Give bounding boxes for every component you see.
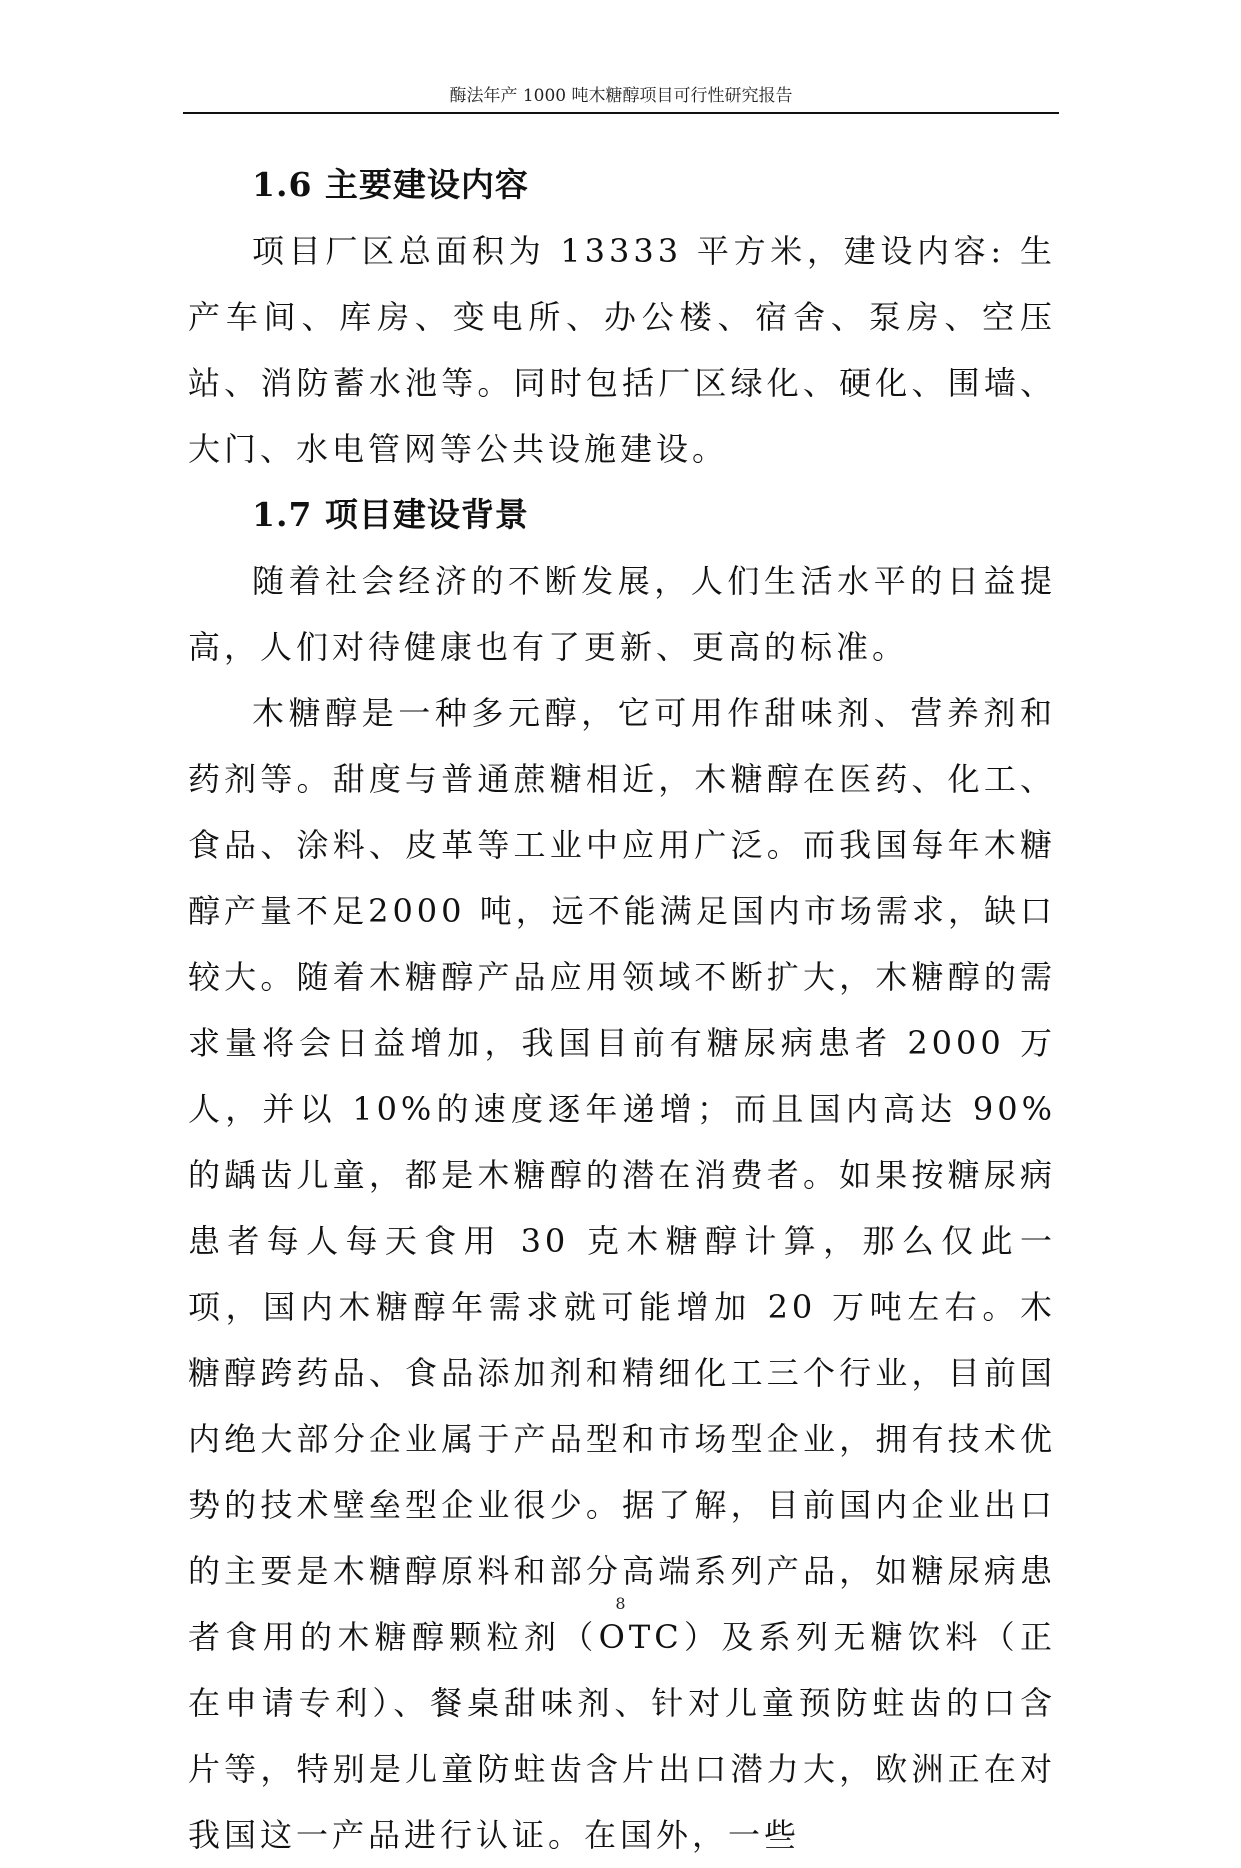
section-heading-1-7: 1.7 项目建设背景	[252, 495, 529, 534]
header-rule	[183, 112, 1059, 114]
paragraph-construction-content: 项目厂区总面积为 13333 平方米，建设内容: 生产车间、库房、变电所、办公楼、宿舍、泵房、空压站、消防蓄水池等。同时包括厂区绿化、硬化、围墙、大门、水电管网等公共设施建设。	[188, 232, 1056, 468]
running-header: 酶法年产 1000 吨木糖醇项目可行性研究报告	[449, 86, 793, 106]
section-heading-1-6: 1.6 主要建设内容	[252, 165, 529, 204]
page-number: 8	[615, 1594, 626, 1613]
paragraph-background-intro: 随着社会经济的不断发展，人们生活水平的日益提高，人们对待健康也有了更新、更高的标准。	[188, 562, 1056, 666]
paragraph-xylitol-market: 木糖醇是一种多元醇，它可用作甜味剂、营养剂和药剂等。甜度与普通蔗糖相近，木糖醇在医药、化工、食品、涂料、皮革等工业中应用广泛。而我国每年木糖醇产量不足2000 吨，远不能满足国内市场需求，缺口较大。随着木糖醇产品应用领域不断扩大，木糖醇的需求量将会日益增加，我国目前有糖尿病患者 2000 万人，并以 10%的速度逐年递增；而且国内高达 90%的龋齿儿童，都是木糖醇的潜在消费者。如果按糖尿病患者每人每天食用 30 克木糖醇计算，那么仅此一项，国内木糖醇年需求就可能增加 20 万吨左右。木糖醇跨药品、食品添加剂和精细化工三个行业，目前国内绝大部分企业属于产品型和市场型企业，拥有技术优势的技术壁垒型企业很少。据了解，目前国内企业出口的主要是木糖醇原料和部分高端系列产品，如糖尿病患者食用的木糖醇颗粒剂（OTC）及系列无糖饮料（正在申请专利）、餐桌甜味剂、针对儿童预防蛀齿的口含片等，特别是儿童防蛀齿含片出口潜力大，欧洲正在对我国这一产品进行认证。在国外，一些	[188, 694, 1056, 1854]
